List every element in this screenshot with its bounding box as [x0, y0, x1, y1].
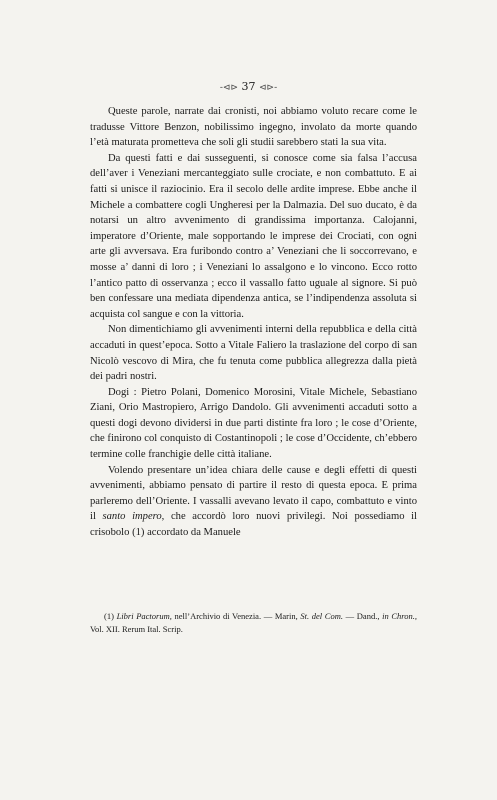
left-ornament: -⊲⊳ [219, 83, 238, 93]
paragraph-text: Non dimentichiamo gli avvenimenti interni della repubblica e della città accaduti in quest’epoca. Sotto a Vitale Faliero la traslazione del corpo di san Nicolò vescovo di Mira, che fu tenuta come pubblica allegrezza dalla pietà dei padri nostri. [90, 324, 417, 383]
paragraph-2 [90, 151, 417, 323]
paragraph-5 [90, 463, 417, 541]
italic-phrase: santo impero, [102, 511, 165, 523]
paragraph-text: Da questi fatti e dai susseguenti, si conosce come sia falsa l’accusa dell’aver i Veneziani mercanteggiato sulle crociate, e non combattuto. E ai fatti si unisce il raziocinio. Era il secolo delle ardite imprese. Ebbe anche il Michele a combattere cogli Ungheresi per la Dalmazia. Del suo ducato, è da notarsi un altro avvenimento di grandissima importanza. Calojanni, imperatore d’Oriente, male sopportando le imprese dei Crociati, con ogni arte gli avversava. Era furibondo contro a’ Veneziani che li soccorrevano, e mosse a’ danni di loro ; i Veneziani lo assalgono e lo vincono. Ecco rotto l’antico patto di osservanza ; ecco il vassallo fatto uguale al signore. Si può ben confessare una mediata dipendenza antica, se l’indipendenza assoluta si acquista col sangue e con la vittoria. [90, 152, 417, 320]
paragraph-1 [90, 104, 417, 151]
footnote-text: nell’Archivio di Venezia. — Marin, [171, 611, 301, 621]
footnote-marker: (1) [104, 611, 117, 621]
right-ornament: ⊲⊳- [259, 83, 278, 93]
paragraph-3 [90, 322, 417, 384]
footnote-italic: Libri Pactorum, [116, 611, 172, 621]
footnote-text: Vol. XII. Rerum Ital. Scrip. [90, 624, 183, 634]
page-number: 37 [241, 80, 256, 93]
footnote-text: — Dand., [343, 611, 383, 621]
footnote-italic: in Chron., [382, 611, 418, 621]
paragraph-text: Queste parole, narrate dai cronisti, noi abbiamo voluto recare come le tradusse Vittore Benzon, nobilissimo ingegno, involato da morte quando l’età maturata prometteva che soli gli studii sarebbero stati la sua vita. [90, 106, 417, 149]
footnote-italic: St. del Com. [300, 611, 343, 621]
main-text [90, 104, 417, 541]
paragraph-text: che accordò loro nuovi privilegi. Noi possediamo il crisobolo (1) accordato da Manuele [90, 511, 417, 539]
paragraph-text: Dogi : Pietro Polani, Domenico Morosini, Vitale Michele, Sebastiano Ziani, Orio Mastropiero, Arrigo Dandolo. Gli avvenimenti accaduti sotto a questi dogi devono dividersi in due parti distinte fra loro ; le cose d’Oriente, che finirono col conquisto di Costantinopoli ; le cose d’Occidente, ch’ebbero termine colle franchigie delle città italiane. [90, 386, 417, 461]
paragraph-text: Volendo presentare un’idea chiara delle cause e degli effetti di questi avvenimenti, abbiamo pensato di partire il resto di questa epoca. E prima parleremo dell’Oriente. I vassalli avevano levato il capo, combattuto e vinto il [90, 464, 417, 523]
footnote [90, 610, 417, 636]
footnote-1 [90, 610, 417, 636]
paragraph-4 [90, 385, 417, 463]
page-header [0, 80, 497, 93]
